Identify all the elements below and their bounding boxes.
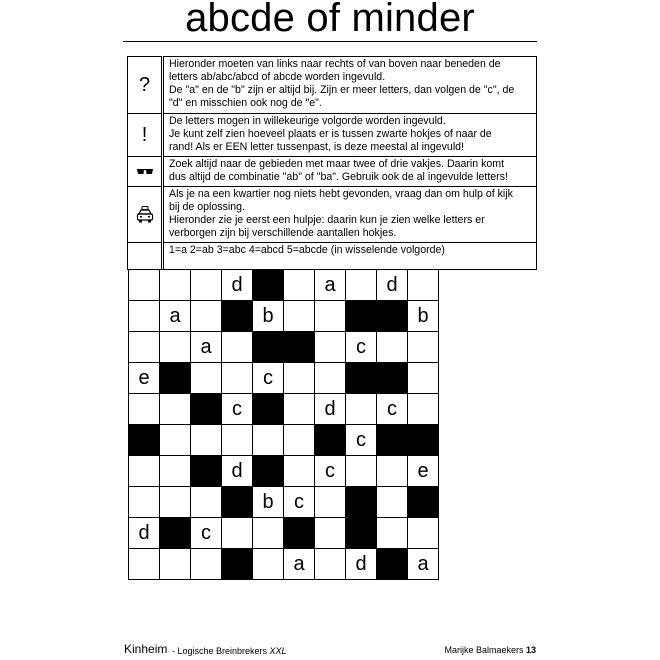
letter-cell[interactable]: a (191, 332, 222, 363)
black-cell (253, 394, 284, 425)
instruction-text (163, 114, 537, 157)
letter-cell[interactable]: d (346, 549, 377, 580)
instruction-row (128, 114, 537, 157)
black-cell (253, 456, 284, 487)
page-title: abcde of minder (185, 0, 475, 40)
instruction-row (128, 157, 537, 187)
series-prefix: - Logische Breinbrekers (172, 646, 270, 656)
letter-cell[interactable]: c (346, 425, 377, 456)
letter-cell[interactable]: d (222, 456, 253, 487)
instruction-text (163, 57, 537, 114)
empty-cell[interactable] (346, 270, 377, 301)
empty-cell[interactable] (129, 394, 160, 425)
empty-cell[interactable] (160, 394, 191, 425)
empty-cell[interactable] (129, 456, 160, 487)
black-cell (346, 487, 377, 518)
empty-cell[interactable] (222, 332, 253, 363)
empty-cell[interactable] (191, 270, 222, 301)
instruction-line: rand! Als er EEN letter tussenpast, is deze meestal al ingevuld! (169, 141, 465, 153)
black-cell (129, 425, 160, 456)
empty-cell[interactable] (160, 270, 191, 301)
empty-cell[interactable] (160, 425, 191, 456)
instruction-row (128, 187, 537, 243)
instruction-line: Hieronder moeten van links naar rechts of van boven naar beneden de (169, 58, 501, 70)
empty-cell[interactable] (191, 363, 222, 394)
empty-cell[interactable] (129, 270, 160, 301)
empty-cell[interactable] (284, 394, 315, 425)
instructions-table (127, 56, 537, 270)
empty-cell[interactable] (284, 425, 315, 456)
empty-cell[interactable] (408, 332, 439, 363)
letter-cell[interactable]: c (222, 394, 253, 425)
black-cell (377, 301, 408, 332)
letter-cell[interactable]: a (315, 270, 346, 301)
instruction-text (163, 187, 537, 243)
instruction-line: letters ab/abc/abcd of abcde worden ingevuld. (169, 71, 386, 83)
letter-cell[interactable]: c (253, 363, 284, 394)
empty-cell[interactable] (160, 332, 191, 363)
empty-cell[interactable] (346, 456, 377, 487)
black-cell (377, 549, 408, 580)
instruction-line: Als je na een kwartier nog niets hebt gevonden, vraag dan om hulp of kijk (169, 188, 513, 200)
empty-cell[interactable] (160, 456, 191, 487)
empty-cell[interactable] (408, 394, 439, 425)
empty-cell[interactable] (377, 487, 408, 518)
letter-cell[interactable]: c (346, 332, 377, 363)
empty-cell[interactable] (222, 425, 253, 456)
instruction-line: "d" en misschien ook nog de "e". (169, 97, 322, 109)
empty-cell[interactable] (377, 332, 408, 363)
black-cell (191, 394, 222, 425)
black-cell (191, 456, 222, 487)
instruction-text (163, 157, 537, 187)
black-cell (377, 363, 408, 394)
letter-cell[interactable]: c (284, 487, 315, 518)
empty-cell[interactable] (222, 518, 253, 549)
instruction-line: Je kunt zelf zien hoeveel plaats er is tussen zwarte hokjes of naar de (169, 128, 492, 140)
black-cell (346, 518, 377, 549)
empty-cell[interactable] (408, 270, 439, 301)
page-footer (0, 642, 660, 658)
question-mark-icon: ? (128, 57, 163, 114)
author-credit (444, 645, 536, 655)
letter-cell[interactable]: d (129, 518, 160, 549)
black-cell (408, 425, 439, 456)
letter-cell[interactable]: c (191, 518, 222, 549)
instruction-line: De "a" en de "b" zijn er altijd bij. Zijn er meer letters, dan volgen de "c", de (169, 84, 515, 96)
empty-cell[interactable] (284, 363, 315, 394)
title-divider (123, 41, 537, 42)
taxi-icon (128, 187, 163, 243)
author-name: Marijke Balmaekers (444, 645, 526, 655)
letter-cell[interactable]: a (284, 549, 315, 580)
letter-cell[interactable]: d (222, 270, 253, 301)
empty-cell[interactable] (222, 363, 253, 394)
empty-cell[interactable] (191, 301, 222, 332)
letter-cell[interactable]: c (315, 456, 346, 487)
empty-cell[interactable] (253, 549, 284, 580)
instruction-line: De letters mogen in willekeurige volgorde worden ingevuld. (169, 115, 446, 127)
instruction-row (128, 57, 537, 114)
legend-text (163, 243, 537, 270)
black-cell (284, 332, 315, 363)
empty-cell[interactable] (129, 301, 160, 332)
black-cell (253, 332, 284, 363)
empty-cell[interactable] (284, 456, 315, 487)
letter-cell[interactable]: e (129, 363, 160, 394)
instruction-line: dus altijd de combinatie "ab" of "ba". Gebruik ook de al ingevulde letters! (169, 171, 508, 183)
empty-cell[interactable] (129, 487, 160, 518)
instruction-line: Zoek altijd naar de gebieden met maar twee of drie vakjes. Daarin komt (169, 158, 505, 170)
empty-cell[interactable] (315, 518, 346, 549)
letter-cell[interactable]: b (253, 301, 284, 332)
empty-cell[interactable] (377, 518, 408, 549)
empty-cell[interactable] (315, 301, 346, 332)
letter-cell[interactable]: b (408, 301, 439, 332)
black-cell (408, 487, 439, 518)
empty-cell[interactable] (191, 487, 222, 518)
instruction-row (128, 243, 537, 270)
black-cell (284, 518, 315, 549)
empty-cell[interactable] (191, 425, 222, 456)
series-suffix: XXL (269, 646, 287, 656)
empty-cell[interactable] (129, 332, 160, 363)
empty-cell[interactable] (284, 270, 315, 301)
legend-line: 1=a 2=ab 3=abc 4=abcd 5=abcde (in wisselende volgorde) (169, 244, 445, 256)
empty-cell[interactable] (408, 363, 439, 394)
black-cell (346, 363, 377, 394)
instruction-line: verborgen zijn bij verschillende aantallen hokjes. (169, 227, 397, 239)
black-cell (160, 518, 191, 549)
empty-icon-cell (128, 243, 163, 270)
black-cell (222, 549, 253, 580)
empty-cell[interactable] (315, 363, 346, 394)
sunglasses-icon (128, 157, 163, 187)
black-cell (160, 363, 191, 394)
black-cell (222, 487, 253, 518)
black-cell (222, 301, 253, 332)
page-number: 13 (525, 645, 536, 655)
series-name (172, 646, 287, 656)
empty-cell[interactable] (377, 456, 408, 487)
letter-cell[interactable]: e (408, 456, 439, 487)
letter-cell[interactable]: d (315, 394, 346, 425)
black-cell (346, 301, 377, 332)
black-cell (315, 425, 346, 456)
empty-cell[interactable] (315, 332, 346, 363)
empty-cell[interactable] (315, 487, 346, 518)
letter-cell[interactable]: b (253, 487, 284, 518)
empty-cell[interactable] (160, 549, 191, 580)
empty-cell[interactable] (315, 549, 346, 580)
empty-cell[interactable] (129, 549, 160, 580)
publisher-name: Kinheim (124, 642, 168, 656)
instruction-line: Hieronder zie je eerst een hulpje: daarin kun je zien welke letters er (169, 214, 485, 226)
empty-cell[interactable] (160, 487, 191, 518)
black-cell (377, 425, 408, 456)
black-cell (253, 270, 284, 301)
empty-cell[interactable] (284, 301, 315, 332)
letter-cell[interactable]: a (408, 549, 439, 580)
empty-cell[interactable] (191, 549, 222, 580)
empty-cell[interactable] (253, 425, 284, 456)
exclamation-mark-icon: ! (128, 114, 163, 157)
instruction-line: bij de oplossing. (169, 201, 245, 213)
letter-cell[interactable]: c (377, 394, 408, 425)
empty-cell[interactable] (346, 394, 377, 425)
letter-cell[interactable]: d (377, 270, 408, 301)
empty-cell[interactable] (408, 518, 439, 549)
empty-cell[interactable] (253, 518, 284, 549)
letter-cell[interactable]: a (160, 301, 191, 332)
puzzle-grid (128, 269, 439, 580)
